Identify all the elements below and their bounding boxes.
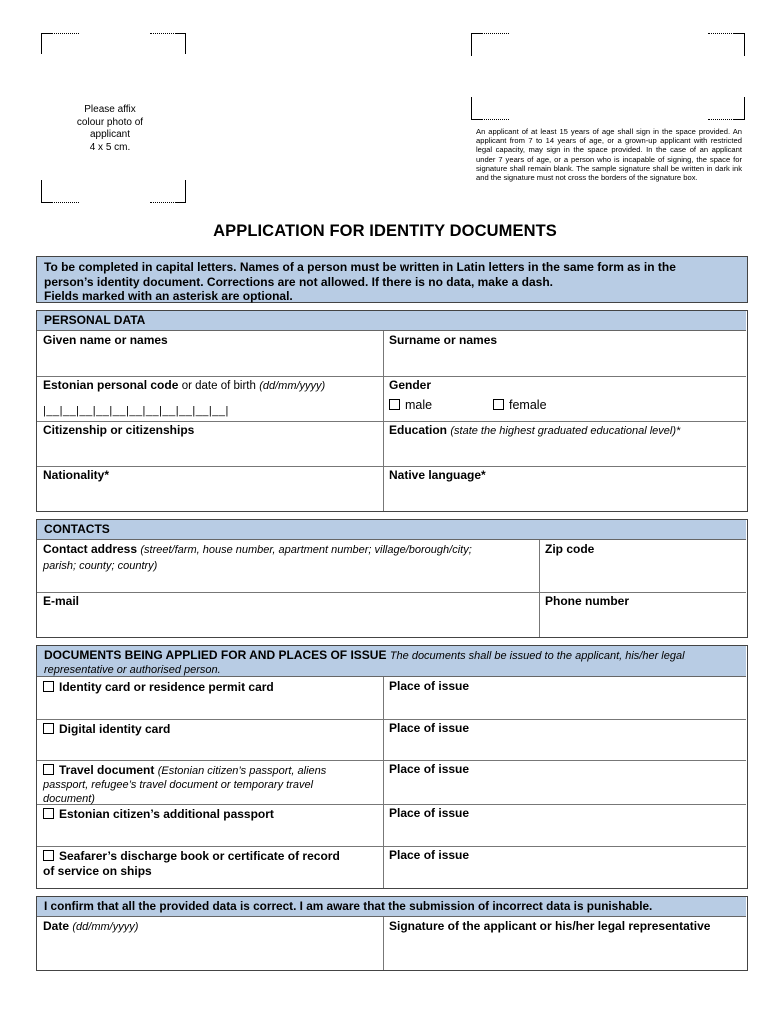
education-field[interactable]: Education (state the highest graduated educational level)* xyxy=(389,423,681,437)
instructions-line-2: person’s identity document. Corrections are not allowed. If there is no data, make a dash. xyxy=(44,274,554,289)
contacts-section xyxy=(36,519,748,638)
female-checkbox[interactable] xyxy=(493,399,504,410)
email-field[interactable]: E-mail xyxy=(43,594,80,608)
nationality-field[interactable]: Nationality* xyxy=(43,468,110,482)
id-card-place-field[interactable]: Place of issue xyxy=(389,679,470,693)
doc-travel: Travel document (Estonian citizen’s passport, aliens passport, refugee’s travel document or temporary travel document) xyxy=(43,763,327,805)
documents-header: DOCUMENTS BEING APPLIED FOR AND PLACES OF ISSUE The documents shall be issued to the applicant, his/her legal representative or authorised person. xyxy=(37,646,746,677)
gender-field: Gender male female xyxy=(389,378,547,412)
doc-seafarer: Seafarer’s discharge book or certificate of record of service on ships xyxy=(43,849,340,878)
female-label: female xyxy=(509,398,547,412)
page-title: APPLICATION FOR IDENTITY DOCUMENTS xyxy=(213,222,557,240)
seafarer-place-field[interactable]: Place of issue xyxy=(389,848,470,862)
male-checkbox[interactable] xyxy=(389,399,400,410)
personal-data-header: PERSONAL DATA xyxy=(37,311,746,331)
id-card-checkbox[interactable] xyxy=(43,681,54,692)
phone-number-field[interactable]: Phone number xyxy=(545,594,630,608)
confirmation-header: I confirm that all the provided data is correct. I am aware that the submission of incorrect data is punishable. xyxy=(37,897,746,917)
contact-address-field[interactable]: Contact address (street/farm, house number, apartment number; village/borough/city; parish; county; country) xyxy=(43,542,472,572)
digital-id-checkbox[interactable] xyxy=(43,723,54,734)
personal-code-field[interactable]: Estonian personal code or date of birth (dd/mm/yyyy) |__|__|__|__|__|__|__|__|__|__|__| xyxy=(43,378,326,417)
given-name-field[interactable]: Given name or names xyxy=(43,333,168,347)
personal-code-slots: |__|__|__|__|__|__|__|__|__|__|__| xyxy=(43,405,229,417)
travel-place-field[interactable]: Place of issue xyxy=(389,762,470,776)
citizenship-field[interactable]: Citizenship or citizenships xyxy=(43,423,195,437)
doc-additional-passport: Estonian citizen’s additional passport xyxy=(37,804,383,846)
signature-field[interactable]: Signature of the applicant or his/her legal representative xyxy=(389,919,711,933)
zip-code-field[interactable]: Zip code xyxy=(545,542,595,556)
confirmation-section xyxy=(36,896,748,971)
documents-section xyxy=(36,645,748,889)
instructions-box xyxy=(36,256,748,303)
doc-digital-id: Digital identity card xyxy=(37,719,383,760)
contacts-header: CONTACTS xyxy=(37,520,746,540)
personal-data-section xyxy=(36,310,748,512)
additional-passport-checkbox[interactable] xyxy=(43,808,54,819)
doc-id-card: Identity card or residence permit card xyxy=(37,677,383,719)
instructions-line-3: Fields marked with an asterisk are optional. xyxy=(44,289,293,303)
male-label: male xyxy=(405,398,433,412)
photo-instructions: Please affix colour photo of applicant 4 x 5 cm. xyxy=(76,104,144,153)
instructions-line-1: To be completed in capital letters. Names of a person must be written in Latin letters in the same form as in the xyxy=(44,260,676,274)
travel-checkbox[interactable] xyxy=(43,764,54,775)
additional-passport-place-field[interactable]: Place of issue xyxy=(389,806,470,820)
native-language-field[interactable]: Native language* xyxy=(389,468,486,482)
date-field[interactable]: Date (dd/mm/yyyy) xyxy=(43,919,139,933)
seafarer-checkbox[interactable] xyxy=(43,850,54,861)
signature-instructions: An applicant of at least 15 years of age shall sign in the space provided. An applicant from 7 to 14 years of age, or a grown-up applicant with restricted legal capacity, may sign in the space provided. In the case of an applicant under 7 years of age, or a person who is incapable of signing, the space for signature shall remain blank. The sample signature shall be written in dark ink and the signature must not cross the borders of the signature box. xyxy=(476,127,742,183)
digital-id-place-field[interactable]: Place of issue xyxy=(389,721,470,735)
surname-field[interactable]: Surname or names xyxy=(389,333,498,347)
